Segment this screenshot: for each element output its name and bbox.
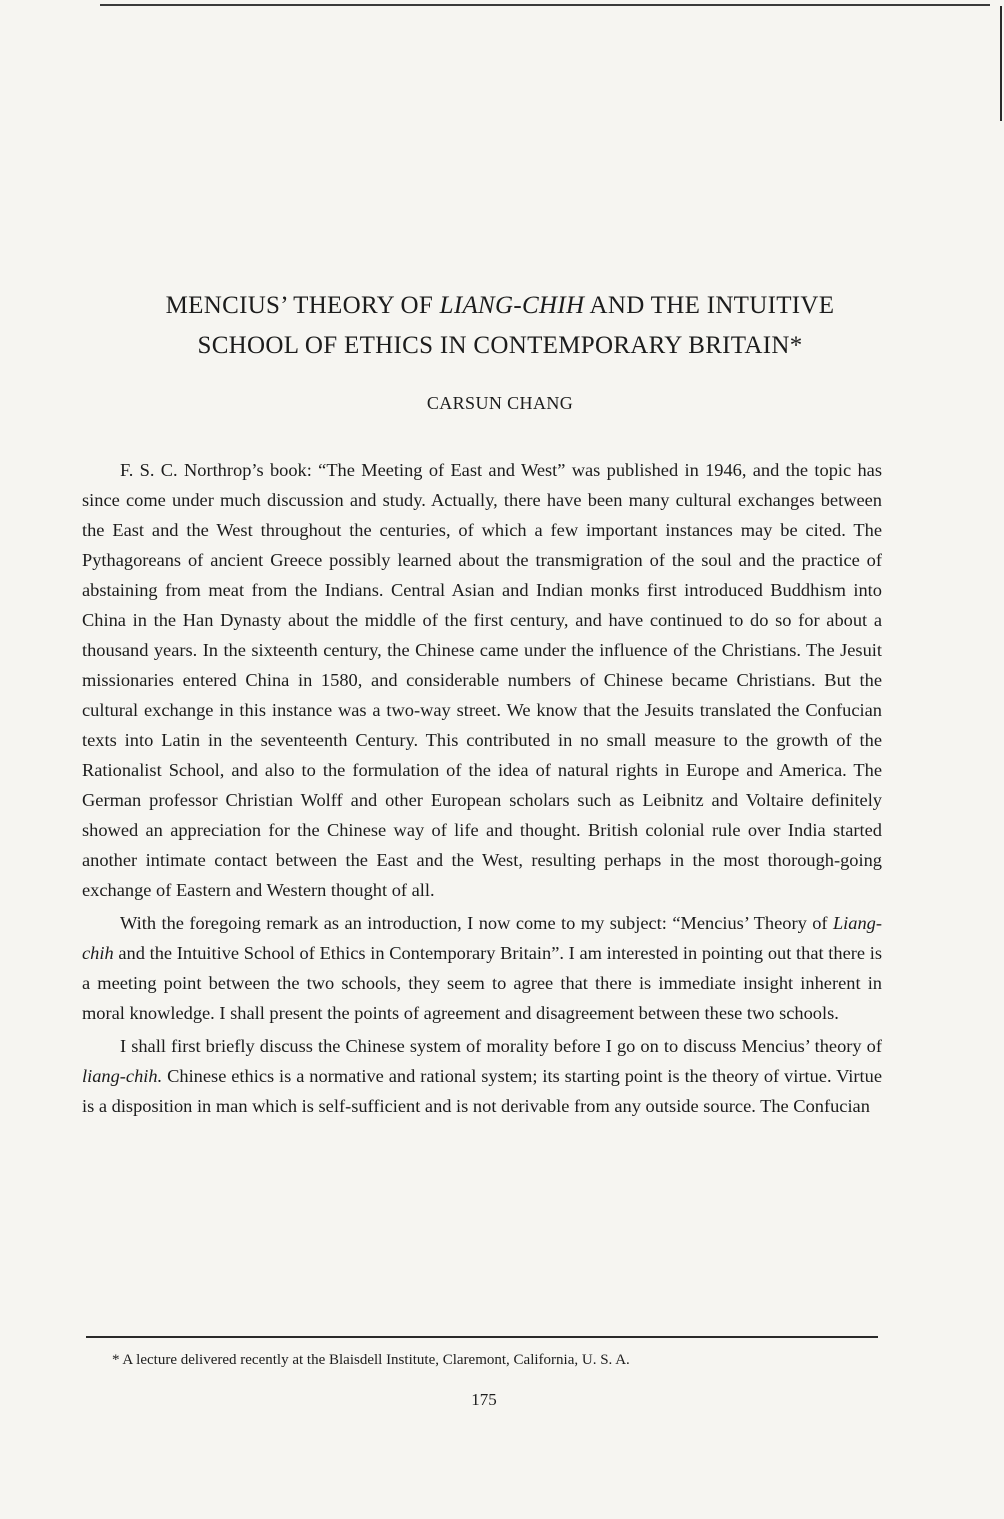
- title-italic-term: LIANG-CHIH: [439, 292, 585, 319]
- paragraph-3: [82, 1031, 882, 1121]
- title-line-1-start: MENCIUS’ THEORY OF: [165, 292, 440, 319]
- paragraph-3-start: I shall first briefly discuss the Chinese system of morality before I go on to discuss Mencius’ theory of: [120, 1036, 882, 1056]
- article-body: [82, 455, 882, 1124]
- title-line-1-end: AND THE INTUITIVE: [584, 292, 835, 319]
- paragraph-2-end: and the Intuitive School of Ethics in Contemporary Britain”. I am interested in pointing out that there is a meeting point between the two schools, they seem to agree that there is immediate insight inherent in moral knowledge. I shall present the points of agreement and disagreement between these two schools.: [82, 943, 882, 1023]
- paragraph-1: F. S. C. Northrop’s book: “The Meeting of East and West” was published in 1946, and the topic has since come under much discussion and study. Actually, there have been many cultural exchanges between the East and the West throughout the centuries, of which a few important instances may be cited. The Pythagoreans of ancient Greece possibly learned about the transmigration of the soul and the practice of abstaining from meat from the Indians. Central Asian and Indian monks first introduced Buddhism into China in the Han Dynasty about the middle of the first century, and have continued to do so for about a thousand years. In the sixteenth century, the Chinese came under the influence of the Christians. The Jesuit missionaries entered China in 1580, and considerable numbers of Chinese became Christians. But the cultural exchange in this instance was a two-way street. We know that the Jesuits translated the Confucian texts into Latin in the seventeenth Century. This contributed in no small measure to the growth of the Rationalist School, and also to the formulation of the idea of natural rights in Europe and America. The German professor Christian Wolff and other European scholars such as Leibnitz and Voltaire definitely showed an appreciation for the Chinese way of life and thought. British colonial rule over India started another intimate contact between the East and the West, resulting perhaps in the most thorough-going exchange of Eastern and Western thought of all.: [82, 460, 882, 900]
- author-name: CARSUN CHANG: [426, 393, 574, 413]
- page-edge-mark: [1000, 6, 1002, 121]
- paragraph-2: [82, 908, 882, 1028]
- paragraph-2-italic-term: Liang-chih: [82, 913, 882, 963]
- paragraph-3-end: Chinese ethics is a normative and rational system; its starting point is the theory of virtue. Virtue is a disposition in man which is self-sufficient and is not derivable from any outside source. The Confucian: [82, 1066, 882, 1116]
- article-title: [60, 286, 940, 366]
- paragraph-2-start: With the foregoing remark as an introduction, I now come to my subject: “Mencius’ Theory of: [120, 913, 833, 933]
- footnote: * A lecture delivered recently at the Blaisdell Institute, Claremont, California, U. S. A.: [112, 1352, 630, 1368]
- title-line-1: [60, 286, 940, 326]
- page-number: 175: [471, 1390, 497, 1409]
- paragraph-3-italic-term: liang-chih.: [82, 1066, 163, 1086]
- title-line-2: SCHOOL OF ETHICS IN CONTEMPORARY BRITAIN*: [197, 332, 803, 359]
- footnote-divider: [86, 1336, 878, 1338]
- top-edge-rule: [100, 4, 990, 6]
